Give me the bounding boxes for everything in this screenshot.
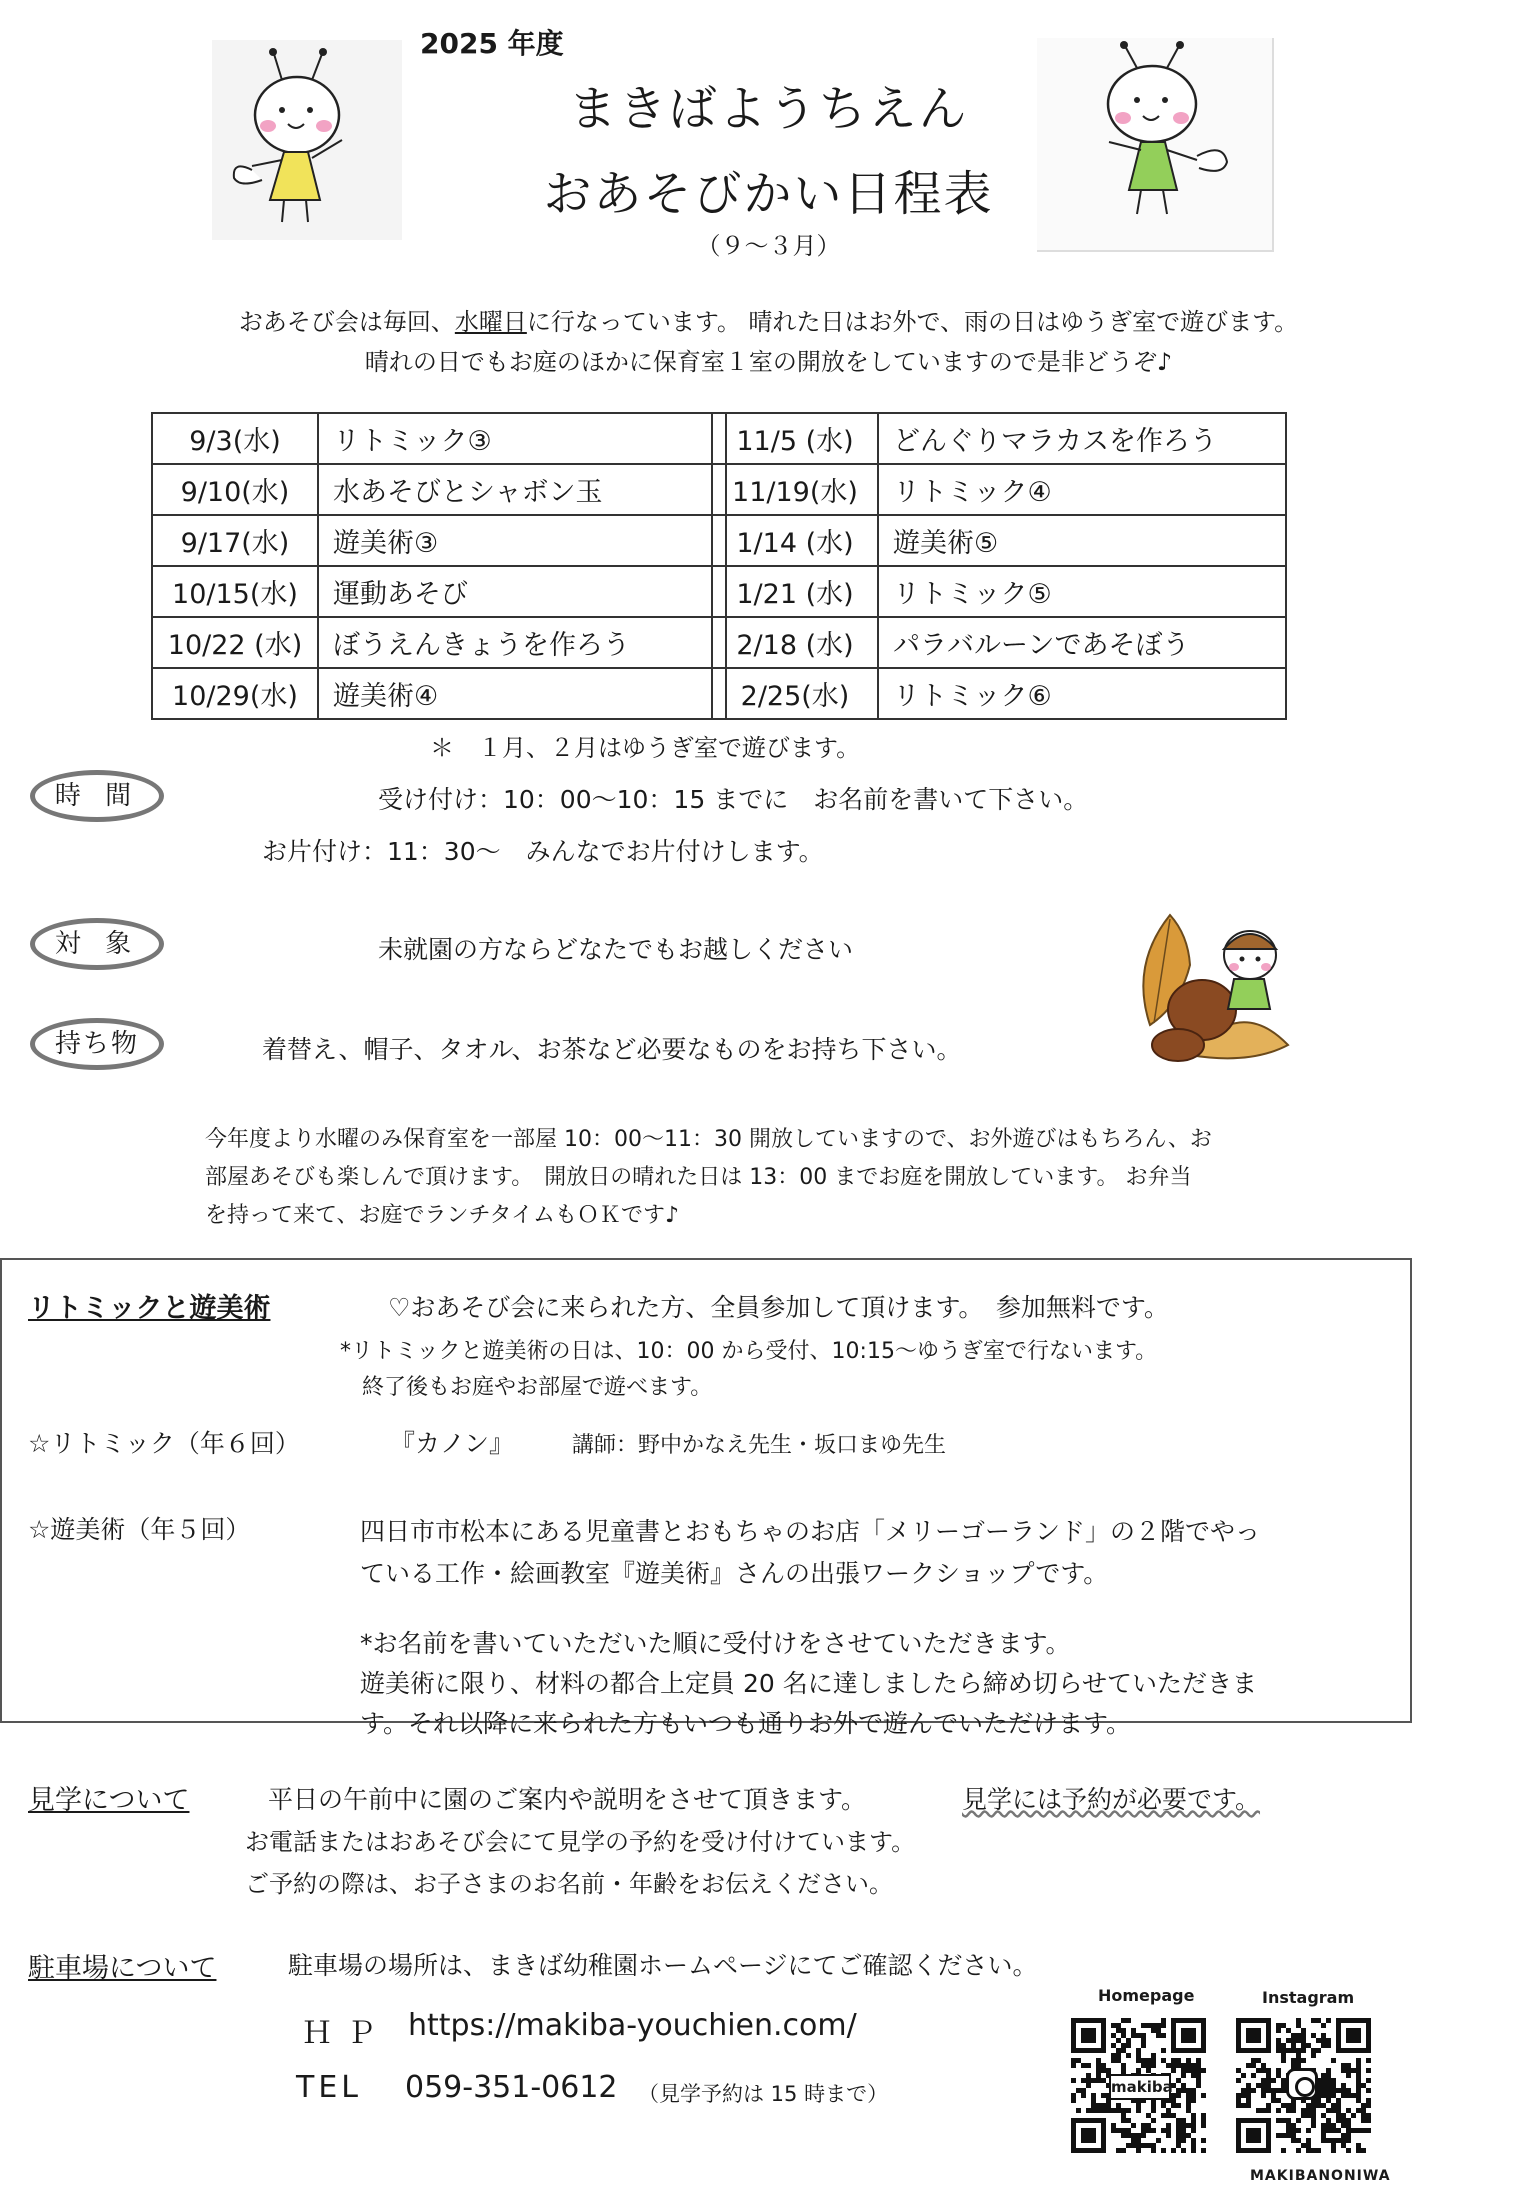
- intro-text-c: に行なっています。 晴れた日はお外で、雨の日はゆうぎ室で遊びます。: [526, 308, 1299, 336]
- homepage-qr-code[interactable]: [1071, 2018, 1206, 2153]
- intro-line-1: [0, 302, 1537, 337]
- schedule-date: 9/10(水): [152, 464, 318, 515]
- months-range: （９～３月）: [696, 232, 841, 260]
- visit-required-note: 見学には予約が必要です。: [962, 1785, 1261, 1814]
- cleanup-time: お片付け：11：30～ みんなでお片付けします。: [262, 837, 824, 866]
- table-row: [712, 464, 1286, 515]
- schedule-date: 9/3(水): [152, 413, 318, 464]
- schedule-activity: ぼうえんきょうを作ろう: [318, 617, 726, 668]
- homepage-link[interactable]: https://makiba-youchien.com/: [408, 2008, 857, 2043]
- target-text: 未就園の方ならどなたでもお越しください: [378, 935, 854, 964]
- schedule-date: 1/14 (水): [712, 515, 878, 566]
- art-line: ている工作・絵画教室『遊美術』さんの出張ワークショップです。: [360, 1559, 1109, 1588]
- visit-line-3: ご予約の際は、お子さまのお名前・年齢をお伝えください。: [245, 1870, 893, 1898]
- schedule-date: 10/22 (水): [152, 617, 318, 668]
- schedule-date: 2/25(水): [712, 668, 878, 719]
- box-title: リトミックと遊美術: [28, 1293, 271, 1324]
- intro-wednesday: 水曜日: [454, 308, 527, 336]
- schedule-date: 10/29(水): [152, 668, 318, 719]
- tel-note: （見学予約は 15 時まで）: [638, 2082, 889, 2106]
- items-oval-label: 持ち物: [30, 1018, 164, 1070]
- box-lead: ♡おあそび会に来られた方、全員参加して頂けます。 参加無料です。: [388, 1293, 1169, 1322]
- instagram-qr-caption: Instagram: [1262, 1988, 1355, 2007]
- table-row: [712, 668, 1286, 719]
- parking-text: 駐車場の場所は、まきば幼稚園ホームページにてご確認ください。: [288, 1951, 1038, 1980]
- info-paragraph-line: を持って来て、お庭でランチタイムもＯＫです♪: [205, 1203, 680, 1228]
- schedule-activity: リトミック③: [318, 413, 726, 464]
- items-text: 着替え、帽子、タオル、お茶など必要なものをお持ち下さい。: [262, 1035, 962, 1064]
- parking-label: 駐車場について: [28, 1953, 217, 1984]
- page-title-line1: まきばようちえん: [568, 81, 969, 137]
- table-row: [712, 413, 1286, 464]
- table-row: [152, 668, 726, 719]
- tel-label: TEL: [296, 2070, 362, 2105]
- table-row: [712, 515, 1286, 566]
- bee-illustration-green: [1037, 38, 1274, 252]
- table-row: [152, 566, 726, 617]
- rhythmic-label: ☆リトミック（年６回）: [28, 1429, 300, 1458]
- instagram-icon: [1286, 2068, 1318, 2100]
- instagram-account-name: MAKIBANONIWA: [1250, 2168, 1391, 2184]
- schedule-date: 11/5 (水): [712, 413, 878, 464]
- schedule-activity: 遊美術④: [318, 668, 726, 719]
- page-title-line2: おあそびかい日程表: [543, 166, 994, 222]
- visit-line-1: 平日の午前中に園のご案内や説明をさせて頂きます。: [268, 1785, 867, 1814]
- schedule-date: 1/21 (水): [712, 566, 878, 617]
- table-row: [712, 617, 1286, 668]
- rhythmic-teacher: 講師：野中かなえ先生・坂口まゆ先生: [572, 1433, 947, 1458]
- schedule-date: 2/18 (水): [712, 617, 878, 668]
- schedule-activity: リトミック⑤: [878, 566, 1286, 617]
- info-paragraph-line: 今年度より水曜のみ保育室を一部屋 10：00～11：30 開放していますので、お外遊びはもちろん、お: [205, 1127, 1212, 1152]
- rhythmic-name: 『カノン』: [390, 1429, 515, 1458]
- jan-feb-note: ＊ １月、２月はゆうぎ室で遊びます。: [430, 734, 861, 762]
- year-label: 2025 年度: [420, 27, 564, 60]
- schedule-table-right: [711, 412, 1287, 720]
- phone-number[interactable]: 059-351-0612: [405, 2070, 618, 2105]
- schedule-table-left: [151, 412, 727, 720]
- time-oval-label: 時 間: [30, 770, 164, 822]
- table-row: [712, 566, 1286, 617]
- table-row: [152, 617, 726, 668]
- hp-label: ＨＰ: [302, 2016, 390, 2051]
- qr-badge: makiba: [1109, 2074, 1171, 2100]
- instagram-qr-code[interactable]: [1236, 2018, 1371, 2153]
- box-note-1: *リトミックと遊美術の日は、10：00 から受付、10:15～ゆうぎ室で行ないます。: [340, 1339, 1158, 1364]
- table-row: [152, 515, 726, 566]
- reception-time: 受け付け：10：00～10：15 までに お名前を書いて下さい。: [378, 785, 1089, 814]
- visit-line-2: お電話またはおあそび会にて見学の予約を受け付けています。: [245, 1828, 916, 1856]
- art-line: 遊美術に限り、材料の都合上定員 20 名に達しましたら締め切らせていただきま: [360, 1669, 1257, 1698]
- schedule-date: 10/15(水): [152, 566, 318, 617]
- target-oval-label: 対 象: [30, 918, 164, 970]
- intro-line-2: 晴れの日でもお庭のほかに保育室１室の開放をしていますので是非どうぞ♪: [364, 348, 1173, 376]
- table-row: [152, 464, 726, 515]
- schedule-activity: 遊美術③: [318, 515, 726, 566]
- visit-label: 見学について: [28, 1785, 190, 1816]
- schedule-activity: パラバルーンであそぼう: [878, 617, 1286, 668]
- schedule-activity: 水あそびとシャボン玉: [318, 464, 726, 515]
- info-paragraph-line: 部屋あそびも楽しんで頂けます。 開放日の晴れた日は 13：00 までお庭を開放しています。 お弁当: [205, 1165, 1192, 1190]
- chestnut-illustration: [1130, 905, 1290, 1065]
- homepage-qr-caption: Homepage: [1098, 1986, 1195, 2005]
- bee-illustration-yellow: [212, 40, 402, 240]
- schedule-activity: 遊美術⑤: [878, 515, 1286, 566]
- art-line: *お名前を書いていただいた順に受付けをさせていただきます。: [360, 1629, 1071, 1658]
- schedule-activity: 運動あそび: [318, 566, 726, 617]
- schedule-date: 9/17(水): [152, 515, 318, 566]
- schedule-activity: リトミック④: [878, 464, 1286, 515]
- schedule-activity: リトミック⑥: [878, 668, 1286, 719]
- intro-text-a: おあそび会は毎回、: [238, 308, 455, 336]
- art-line: 四日市市松本にある児童書とおもちゃのお店「メリーゴーランド」の２階でやっ: [360, 1517, 1261, 1546]
- schedule-date: 11/19(水): [712, 464, 878, 515]
- schedule-activity: どんぐりマラカスを作ろう: [878, 413, 1286, 464]
- art-label: ☆遊美術（年５回）: [28, 1515, 251, 1544]
- art-line: す。それ以降に来られた方もいつも通りお外で遊んでいただけます。: [360, 1709, 1132, 1738]
- box-note-2: 終了後もお庭やお部屋で遊べます。: [362, 1375, 713, 1400]
- table-row: [152, 413, 726, 464]
